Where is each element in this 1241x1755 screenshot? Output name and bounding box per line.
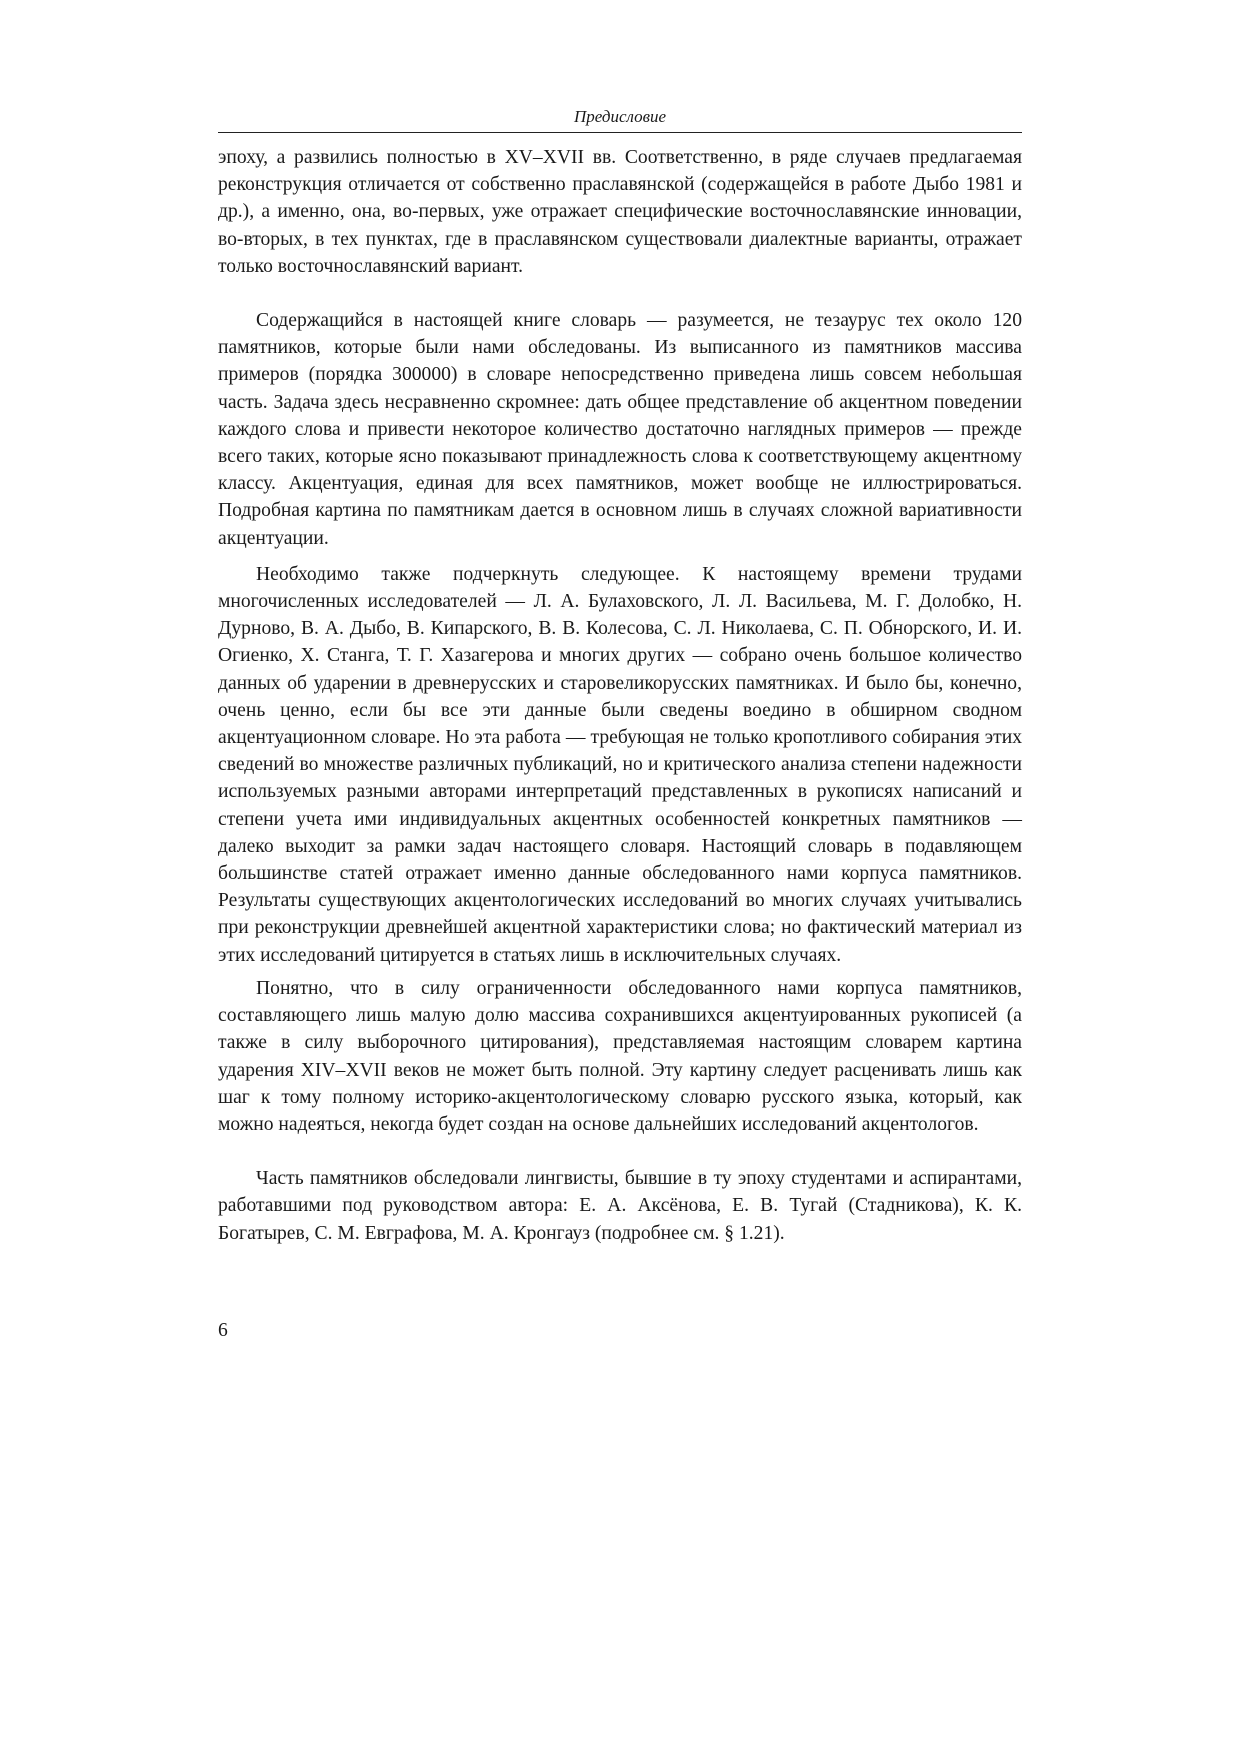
paragraph-contributors: Часть памятников обследовали лингвисты, бывшие в ту эпоху студентами и аспирантами, работавшими под руководством автора: Е. А. Аксёнова, Е. В. Тугай (Стадникова), К. К. Богатырев, С. М. Евграфова, М. А. Кронгауз (подробнее см. § 1.21). bbox=[218, 1168, 1022, 1244]
paragraph-previous-research: Необходимо также подчеркнуть следующее. К настоящему времени трудами многочисленных исследователей — Л. А. Булаховского, Л. Л. Васильева, М. Г. Долобко, Н. Дурново, В. А. Дыбо, В. Кипарского, В. В. Колесова, С. Л. Николаева, С. П. Обнорского, И. И. Огиенко, Х. Станга, Т. Г. Хазагерова и многих других — собрано очень большое количество данных об ударении в древнерусских и старовеликорусских памятниках. И было бы, конечно, очень ценно, если бы все эти данные были сведены воедино в обширном сводном акцентуационном словаре. Но эта работа — требующая не только кропотливого собирания этих сведений во множестве различных публикаций, но и критического анализа степени надежности используемых разными авторами интерпретаций представленных в рукописях написаний и степени учета ими индивидуальных акцентных особенностей конкретных памятников — далеко выходит за рамки задач настоящего словаря. Настоящий словарь в подавляющем большинстве статей отражает именно данные обследованного нами корпуса памятников. Результаты существующих акцентологических исследований во многих случаях учитывались при реконструкции древнейшей акцентной характеристики слова; но фактический материал из этих исследований цитируется в статьях лишь в исключительных случаях. bbox=[218, 563, 1022, 966]
running-header: Предисловие bbox=[573, 107, 667, 126]
paragraph-continuation: эпоху, а развились полностью в XV–XVII вв. Соответственно, в ряде случаев предлагаемая реконструкция отличается от собственно праславянской (содержащейся в работе Дыбо 1981 и др.), а именно, она, во-первых, уже отражает специфические восточнославянские инновации, во-вторых, в тех пунктах, где в праславянском существовали диалектные варианты, отражает только восточнославянский вариант. bbox=[218, 147, 1022, 277]
page-number: 6 bbox=[218, 1320, 228, 1341]
body-text bbox=[218, 144, 1022, 1247]
header-rule bbox=[218, 132, 1022, 133]
paragraph-limitations: Понятно, что в силу ограниченности обследованного нами корпуса памятников, составляющего лишь малую долю массива сохранившихся акцентуированных рукописей (а также в силу выборочного цитирования), представляемая настоящим словарем картина ударения XIV–XVII веков не может быть полной. Эту картину следует расценивать лишь как шаг к тому полному историко-акцентологическому словарю русского языка, который, как можно надеяться, некогда будет создан на основе дальнейших исследований акцентологов. bbox=[218, 977, 1022, 1135]
paragraph-dictionary-scope: Содержащийся в настоящей книге словарь — разумеется, не тезаурус тех около 120 памятников, которые были нами обследованы. Из выписанного из памятников массива примеров (порядка 300000) в словаре непосредственно приведена лишь совсем небольшая часть. Задача здесь несравненно скромнее: дать общее представление об акцентном поведении каждого слова и привести некоторое количество достаточно наглядных примеров — прежде всего таких, которые ясно показывают принадлежность слова к соответствующему акцентному классу. Акцентуация, единая для всех памятников, может вообще не иллюстрироваться. Подробная картина по памятникам дается в основном лишь в случаях сложной вариативности акцентуации. bbox=[218, 310, 1022, 549]
